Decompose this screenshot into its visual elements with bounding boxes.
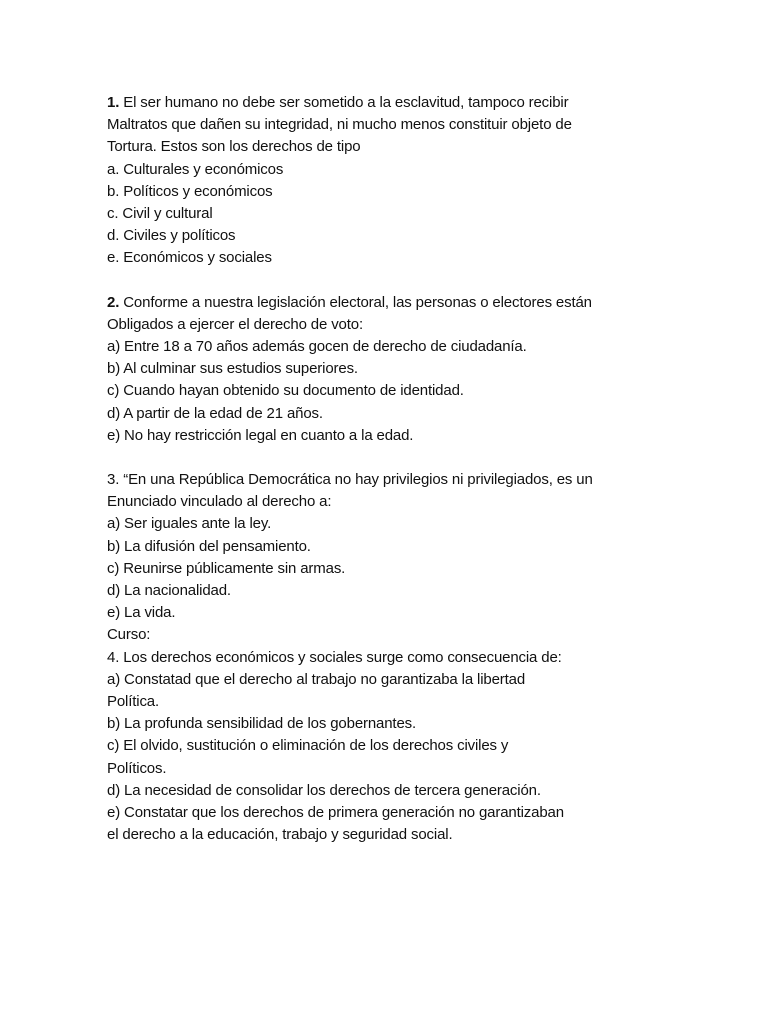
- question-2-number: 2.: [107, 293, 120, 311]
- question-3-option-b: b) La difusión del pensamiento.: [107, 537, 311, 555]
- question-4-option-c-cont: Políticos.: [107, 759, 167, 777]
- question-3: [107, 469, 667, 624]
- question-4-option-e: e) Constatar que los derechos de primera generación no garantizaban: [107, 804, 564, 822]
- question-2-option-c: c) Cuando hayan obtenido su documento de identidad.: [107, 382, 464, 400]
- question-1-line-2: Maltratos que dañen su integridad, ni mucho menos constituir objeto de: [107, 116, 572, 134]
- question-1-option-c: c. Civil y cultural: [107, 205, 213, 223]
- question-2-line-2: Obligados a ejercer el derecho de voto:: [107, 315, 363, 333]
- question-1-text: El ser humano no debe ser sometido a la esclavitud, tampoco recibir: [123, 94, 569, 111]
- question-2-option-e: e) No hay restricción legal en cuanto a la edad.: [107, 426, 414, 444]
- question-1: [107, 92, 667, 270]
- question-4-option-b: b) La profunda sensibilidad de los gobernantes.: [107, 715, 417, 733]
- question-3-option-a: a) Ser iguales ante la ley.: [107, 515, 272, 533]
- question-3-line-2: Enunciado vinculado al derecho a:: [107, 493, 332, 511]
- question-4-option-e-cont: el derecho a la educación, trabajo y seguridad social.: [107, 826, 453, 844]
- question-4-option-a: a) Constatad que el derecho al trabajo no garantizaba la libertad: [107, 670, 526, 688]
- question-2-text: Conforme a nuestra legislación electoral, las personas o electores están: [123, 293, 592, 311]
- question-4-option-d: d) La necesidad de consolidar los derechos de tercera generación.: [107, 781, 541, 799]
- question-4-line-1: 4. Los derechos económicos y sociales surge como consecuencia de:: [107, 648, 562, 666]
- question-4: [107, 647, 667, 847]
- question-3-option-e: e) La vida.: [107, 604, 176, 622]
- question-4-option-c: c) El olvido, sustitución o eliminación de los derechos civiles y: [107, 737, 509, 755]
- curso-label: Curso:: [107, 626, 151, 644]
- question-2-option-d: d) A partir de la edad de 21 años.: [107, 404, 323, 422]
- question-3-option-d: d) La nacionalidad.: [107, 582, 231, 600]
- question-1-line-3: Tortura. Estos son los derechos de tipo: [107, 138, 361, 156]
- question-1-option-b: b. Políticos y económicos: [107, 182, 273, 200]
- question-2-option-b: b) Al culminar sus estudios superiores.: [107, 360, 358, 378]
- question-3-option-c: c) Reunirse públicamente sin armas.: [107, 559, 346, 577]
- question-2: [107, 292, 667, 447]
- question-2-line-1: [107, 292, 667, 314]
- question-1-option-a: a. Culturales y económicos: [107, 160, 284, 178]
- question-1-number: 1.: [107, 94, 120, 111]
- question-3-line-1: 3. “En una República Democrática no hay privilegios ni privilegiados, es un: [107, 471, 593, 489]
- question-1-line-1: [107, 92, 667, 114]
- question-4-option-a-cont: Política.: [107, 693, 160, 711]
- question-2-option-a: a) Entre 18 a 70 años además gocen de derecho de ciudadanía.: [107, 338, 527, 356]
- question-1-option-d: d. Civiles y políticos: [107, 227, 236, 245]
- question-1-option-e: e. Económicos y sociales: [107, 249, 272, 267]
- document-body: [107, 92, 667, 847]
